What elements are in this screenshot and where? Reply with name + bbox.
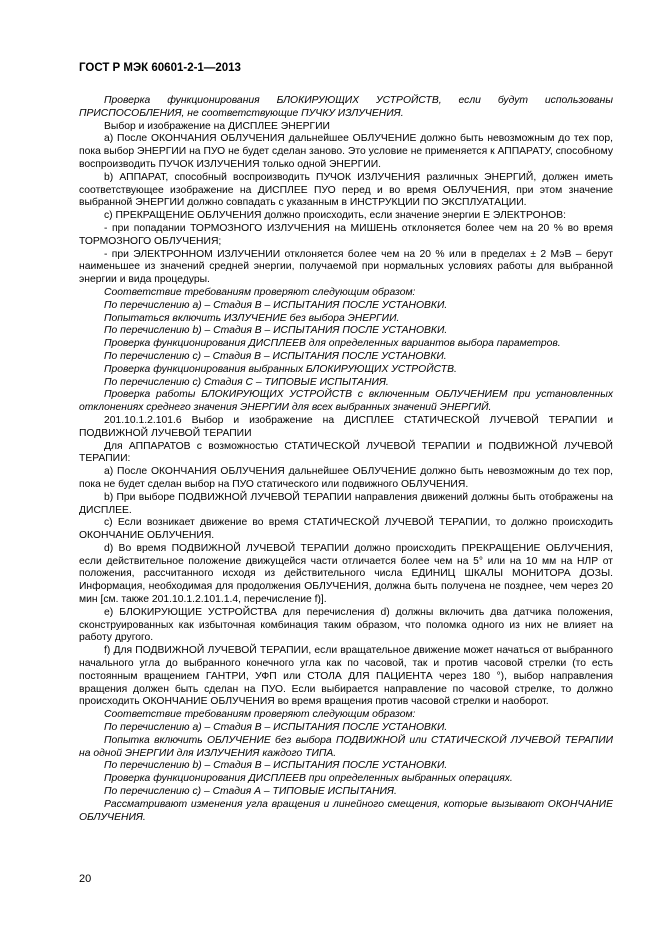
paragraph: f) Для ПОДВИЖНОЙ ЛУЧЕВОЙ ТЕРАПИИ, если вращательное движение может начаться от выбранного начального угла до выбранного конечного угла как по часовой, так и против часовой стрелки (то есть постоянным вращением ГАНТРИ, УФП или СТОЛА ДЛЯ ПАЦИЕНТА через 180 °), выбор направления вращения должен быть сделан на ПУО. Если выбирается направление по часовой стрелке, то должно происходить ОКОНЧАНИЕ ОБЛУЧЕНИЯ во время вращения против часовой стрелки и наоборот. bbox=[79, 645, 613, 708]
paragraph: Соответствие требованиям проверяют следующим образом: bbox=[104, 286, 416, 298]
paragraph: По перечислению с) – Стадия B – ИСПЫТАНИЯ ПОСЛЕ УСТАНОВКИ. bbox=[104, 350, 447, 362]
paragraph: - при ЭЛЕКТРОННОМ ИЗЛУЧЕНИИ отклоняется более чем на 20 % или в пределах ± 2 МэВ – берут наименьшее из значений средней энергии, получаемой при нормальных условиях работы для выбранной энергии и вида процедуры. bbox=[79, 248, 613, 286]
paragraph: Проверка функционирования БЛОКИРУЮЩИХ УСТРОЙСТВ, если будут использованы ПРИСПОСОБЛЕНИЯ, не соответствующие ПУЧКУ ИЗЛУЧЕНИЯ. bbox=[79, 95, 613, 119]
paragraph: По перечислению b) – Стадия B – ИСПЫТАНИЯ ПОСЛЕ УСТАНОВКИ. bbox=[104, 760, 448, 772]
document-header: ГОСТ Р МЭК 60601-2-1—2013 bbox=[79, 62, 241, 74]
paragraph: Рассматривают изменения угла вращения и линейного смещения, которые вызывают ОКОНЧАНИЕ ОБЛУЧЕНИЯ. bbox=[79, 798, 613, 823]
paragraph: Соответствие требованиям проверяют следующим образом: bbox=[104, 709, 416, 721]
paragraph: a) После ОКОНЧАНИЯ ОБЛУЧЕНИЯ дальнейшее ОБЛУЧЕНИЕ должно быть невозможным до тех пор, пока не будет сделан выбор на ПУО статического или подвижного ОБЛУЧЕНИЯ. bbox=[79, 466, 613, 490]
paragraph: Попытаться включить ИЗЛУЧЕНИЕ без выбора ЭНЕРГИИ. bbox=[104, 312, 400, 324]
paragraph: - при попадании ТОРМОЗНОГО ИЗЛУЧЕНИЯ на МИШЕНЬ отклоняется более чем на 20 % во время ТОРМОЗНОГО ОБЛУЧЕНИЯ; bbox=[79, 222, 613, 247]
paragraph: Для АППАРАТОВ с возможностью СТАТИЧЕСКОЙ ЛУЧЕВОЙ ТЕРАПИИ и ПОДВИЖНОЙ ЛУЧЕВОЙ ТЕРАПИИ: bbox=[79, 440, 613, 465]
paragraph: Выбор и изображение на ДИСПЛЕЕ ЭНЕРГИИ bbox=[104, 120, 330, 132]
paragraph: Попытка включить ОБЛУЧЕНИЕ без выбора ПОДВИЖНОЙ или СТАТИЧЕСКОЙ ЛУЧЕВОЙ ТЕРАПИИ на одной ЭНЕРГИИ для ИЗЛУЧЕНИЯ каждого ТИПА. bbox=[79, 734, 613, 759]
page-number: 20 bbox=[79, 873, 92, 885]
paragraph: d) Во время ПОДВИЖНОЙ ЛУЧЕВОЙ ТЕРАПИИ должно происходить ПРЕКРАЩЕНИЕ ОБЛУЧЕНИЯ, если действительное положение движущейся части отличается более чем на 5° или на 10 мм на НЛР от положения, рассчитанного исходя из действительного числа ЕДИНИЦ ШКАЛЫ МОНИТОРА ДОЗЫ. Информация, необходимая для продолжения ОБЛУЧЕНИЯ, должна быть получена не позднее, чем через 20 мин [см. также 201.10.1.2.101.1.4, перечисление f)]. bbox=[79, 542, 613, 606]
paragraph: По перечислению с) – Стадия А – ТИПОВЫЕ ИСПЫТАНИЯ. bbox=[104, 786, 397, 798]
paragraph: Проверка работы БЛОКИРУЮЩИХ УСТРОЙСТВ с включенным ОБЛУЧЕНИЕМ при установленных отклонениях среднего значения ЭНЕРГИИ для всех выбранных значений ЭНЕРГИЙ. bbox=[79, 389, 613, 414]
paragraph: Проверка функционирования выбранных БЛОКИРУЮЩИХ УСТРОЙСТВ. bbox=[104, 363, 457, 375]
paragraph: 201.10.1.2.101.6 Выбор и изображение на ДИСПЛЕЕ СТАТИЧЕСКОЙ ЛУЧЕВОЙ ТЕРАПИИ и ПОДВИЖНОЙ ЛУЧЕВОЙ ТЕРАПИИ bbox=[79, 414, 613, 439]
paragraph: b) При выборе ПОДВИЖНОЙ ЛУЧЕВОЙ ТЕРАПИИ направления движений должны быть отображены на ДИСПЛЕЕ. bbox=[79, 491, 613, 516]
document-body bbox=[79, 95, 613, 824]
paragraph: Проверка функционирования ДИСПЛЕЕВ для определенных вариантов выбора параметров. bbox=[104, 338, 561, 350]
paragraph: По перечислению b) – Стадия B – ИСПЫТАНИЯ ПОСЛЕ УСТАНОВКИ. bbox=[104, 325, 448, 337]
paragraph: c) Если возникает движение во время СТАТИЧЕСКОЙ ЛУЧЕВОЙ ТЕРАПИИ, то должно происходить ОКОНЧАНИЕ ОБЛУЧЕНИЯ. bbox=[79, 517, 613, 542]
paragraph: a) После ОКОНЧАНИЯ ОБЛУЧЕНИЯ дальнейшее ОБЛУЧЕНИЕ должно быть невозможным до тех пор, пока выбор ЭНЕРГИИ на ПУО не будет сделан заново. Это условие не применяется к АППАРАТУ, способному воспроизводить ПУЧОК ИЗЛУЧЕНИЯ только одной ЭНЕРГИИ. bbox=[79, 133, 613, 170]
paragraph: b) АППАРАТ, способный воспроизводить ПУЧОК ИЗЛУЧЕНИЯ различных ЭНЕРГИЙ, должен иметь соответствующее изображение на ДИСПЛЕЕ ПУО перед и во время ОБЛУЧЕНИЯ, при этом значение выбранной ЭНЕРГИИ должно совпадать с указанным в ИНСТРУКЦИИ ПО ЭКСПЛУАТАЦИИ. bbox=[79, 171, 613, 209]
paragraph: По перечислению а) – Стадия B – ИСПЫТАНИЯ ПОСЛЕ УСТАНОВКИ. bbox=[104, 299, 448, 311]
paragraph: По перечислению с) Стадия С – ТИПОВЫЕ ИСПЫТАНИЯ. bbox=[104, 376, 389, 388]
paragraph: c) ПРЕКРАЩЕНИЕ ОБЛУЧЕНИЯ должно происходить, если значение энергии E ЭЛЕКТРОНОВ: bbox=[104, 210, 566, 222]
paragraph: По перечислению а) – Стадия B – ИСПЫТАНИЯ ПОСЛЕ УСТАНОВКИ. bbox=[104, 722, 448, 734]
paragraph: Проверка функционирования ДИСПЛЕЕВ при определенных выбранных операциях. bbox=[104, 773, 513, 785]
paragraph: e) БЛОКИРУЮЩИЕ УСТРОЙСТВА для перечисления d) должны включить два датчика положения, сконструированных как избыточная комбинация таким образом, что поломка одного из них не влияет на работу другого. bbox=[79, 606, 613, 644]
